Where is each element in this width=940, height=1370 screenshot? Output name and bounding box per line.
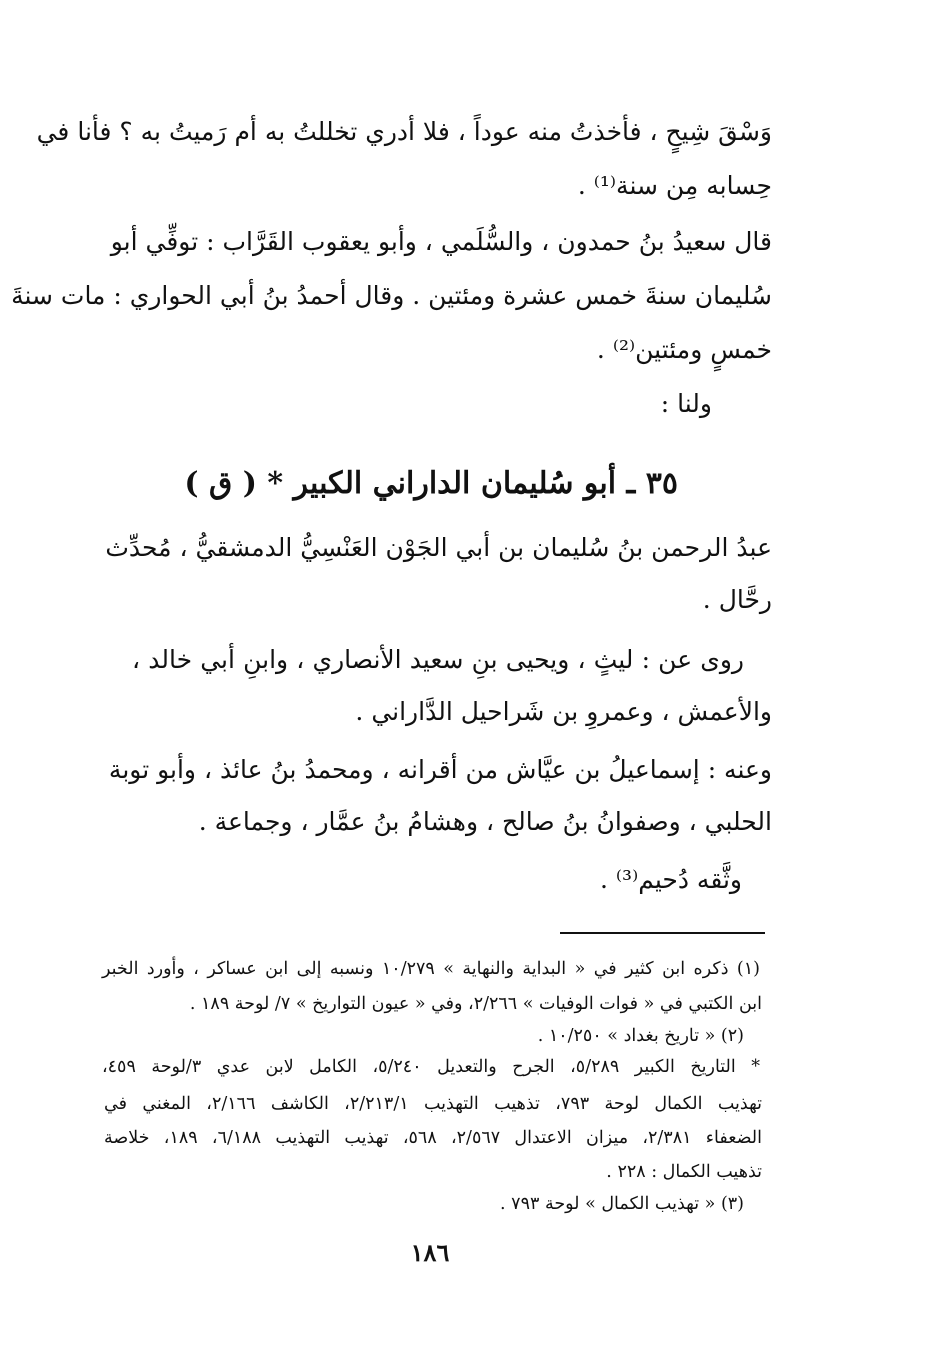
footnote-line-4: * التاريخ الكبير ٥/٢٨٩، الجرح والتعديل ٥/٢٤٠، الكامل لابن عدي ٣/لوحة ٤٥٩، [102, 1057, 760, 1077]
entry-line-3: روى عن : ليثٍ ، ويحيى بنِ سعيد الأنصاري ، وابنِ أبي خالد ، [132, 645, 744, 674]
footnote-line-1: (١) ذكره ابن كثير في « البداية والنهاية » ١٠/٢٧٩ ونسبه إلى ابن عساكر ، وأورد الخبر [102, 959, 760, 979]
body-line-5: خمسٍ ومئتين⁽²⁾ . [596, 335, 772, 364]
footnote-separator [560, 932, 765, 934]
entry-line-1: عبدُ الرحمن بنُ سُليمان بن أبي الجَوْن العَنْسِيُّ الدمشقيُّ ، مُحدِّث [105, 533, 772, 562]
entry-line-7: وثَّقه دُحيم⁽³⁾ . [599, 865, 742, 894]
entry-line-5: وعنه : إسماعيلُ بن عيَّاش من أقرانه ، ومحمدُ بنُ عائذ ، وأبو توبة [108, 755, 772, 784]
footnote-line-3: (٢) « تاريخ بغداد » ١٠/٢٥٠ . [537, 1026, 744, 1046]
entry-heading: ٣٥ ـ أبو سُليمان الداراني الكبير * ( ق ) [184, 466, 678, 501]
footnote-line-8: (٣) « تهذيب الكمال » لوحة ٧٩٣ . [500, 1194, 744, 1214]
entry-line-4: والأعمش ، وعمروِ بن شَراحيل الدَّاراني . [355, 697, 772, 726]
entry-line-6: الحلبي ، وصفوانُ بنُ صالح ، وهشامُ بنُ عمَّار ، وجماعة . [198, 807, 772, 836]
body-line-3: قال سعيدُ بنُ حمدون ، والسُّلَمي ، وأبو يعقوب القَرَّاب : توفِّي أبو [110, 227, 772, 256]
body-line-4: سُليمان سنةَ خمس عشرة ومئتين . وقال أحمدُ بنُ أبي الحواري : مات سنةَ [11, 281, 772, 310]
body-line-6: ولنا : [660, 389, 712, 418]
footnote-line-2: ابن الكتبي في « فوات الوفيات » ٢/٢٦٦، وفي « عيون التواريخ » ٧/ لوحة ١٨٩ . [189, 994, 762, 1014]
body-line-1: وَسْقَ شِيحٍ ، فأخذتُ منه عوداً ، فلا أدري تخللتُ به أم رَميتُ به ؟ فأنا في [36, 117, 772, 146]
body-line-2: حِسابه مِن سنة⁽¹⁾ . [577, 171, 772, 200]
footnote-line-6: الضعفاء ٢/٣٨١، ميزان الاعتدال ٢/٥٦٧، ٥٦٨، تهذيب التهذيب ٦/١٨٨، ١٨٩، خلاصة [104, 1128, 763, 1148]
footnote-line-7: تذهيب الكمال : ٢٢٨ . [606, 1162, 762, 1182]
page-number: ١٨٦ [410, 1238, 450, 1267]
entry-line-2: رحَّال . [702, 585, 772, 614]
footnote-line-5: تهذيب الكمال لوحة ٧٩٣، تذهيب التهذيب ٢/٢١٣/١، الكاشف ٢/١٦٦، المغني في [104, 1094, 762, 1114]
